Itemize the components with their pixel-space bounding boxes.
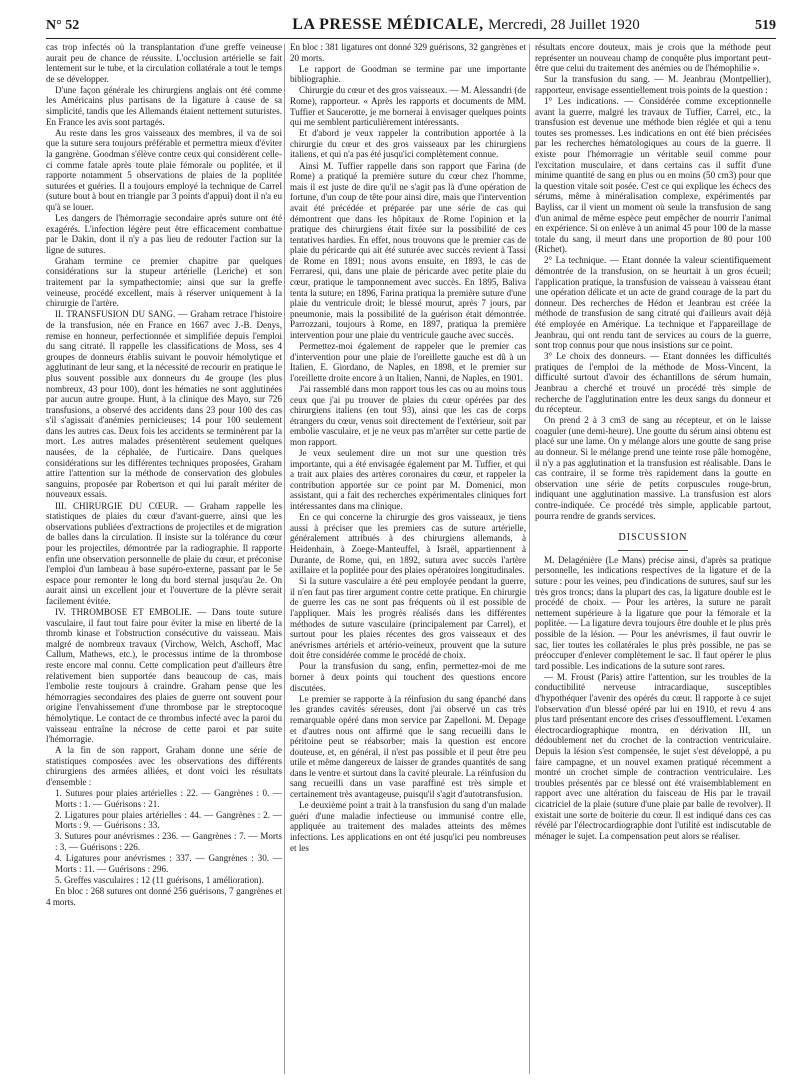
paragraph-thrombose: IV. THROMBOSE ET EMBOLIE. — Dans toute suture vasculaire, il faut tout faire pour éviter la mise en liberté de la thromb kinase et l'obstruction consécutive du vaisseau. Mais malgré de nombreux travaux (Virchow, Welch, Aschoff, Mac Callum, Mathews, etc.), le processus intime de la thrombose reste encore mal connu. Cette complication peut d'ailleurs être relativement bien supportée dans beaucoup de cas, mais l'embolie reste toujours à craindre. Graham pense que les hémorragies secondaires des plaies de guerre ont souvent pour origine l'envahissement d'une thrombose par le streptocoque hémolytique. Le contact de ce thrombus infecté avec la paroi du vaisseau entraîne la nécrose de cette paroi et par suite l'hémorragie.: [46, 606, 282, 745]
column-2: [290, 42, 526, 1076]
paragraph: Au reste dans les gros vaisseaux des membres, il va de soi que la suture sera toujours préférable et permettra mieux d'éviter la gangrène. Goodman s'élève contre ceux qui considèrent celle-ci comme fatale après toute plaie fémorale ou poplitée, et il rapporte notamment 5 observations de plaies de la poplitée suturées et guéries. Il a toujours employé la technique de Carrel (suture bout à bout en triangle par 3 points d'appui) dont il n'a eu qu'à se louer.: [46, 127, 282, 212]
paragraph-delageniere: M. Delagénière (Le Mans) précise ainsi, d'après sa pratique personnelle, les indications respectives de la ligature et de la suture : pour les veines, peu d'indications de sutures, sauf sur les très gros troncs; dans la plupart des cas, la ligature double est le procédé de choix. — Pour les artères, la suture ne paraît nettement supérieure à la ligature que pour la fémorale et la poplitée. — La ligature devra toujours être double et le plus près possible de la lésion. — Pour les anévrismes, il faut ouvrir le sac, lier toutes les collatérales le plus près possible, ne pas se préoccuper d'enlever complètement le sac. Il faut opérer le plus tard possible. Les indications de la suture sont rares.: [535, 554, 771, 671]
stat-item: 4. Ligatures pour anévrismes : 337. — Gangrènes : 30. — Morts : 11. — Guérisons : 296.: [55, 853, 282, 874]
paragraph: Pour la transfusion du sang, enfin, permettez-moi de me borner à deux points qui touchent des questions encore discutées.: [290, 661, 526, 693]
paragraph: Permettez-moi également de rappeler que le premier cas d'intervention pour une plaie de l'oreillette gauche est dû à un Italien, E. Giordano, de Naples, en 1898, et le premier sur l'oreillette droite encore à un Italien, Nanni, de Naples, en 1901.: [290, 341, 526, 383]
paragraph: Ainsi M. Tuffier rappelle dans son rapport que Farina (de Rome) a pratiqué la première suture du cœur chez l'homme, mais il est juste de dire qu'il ne s'agit pas là d'une opération de fortune, d'un coup de tête pour ainsi dire, mais que l'intervention avait été précédée et préparée par une série de cas qui démontrent que dans les hôpitaux de Rome l'opinion et la pratique des chirurgiens était fixée sur la possibilité de ces tentatives hardies. En effet, nous trouvons que le premier cas de plaie du péricarde qui ait été suturée avec succès revient à Tassi de Rome en 1891; nous avons ensuite, en 1893, le cas de Ferraresi, qui, dans une plaie de péricarde avec petite plaie du cœur, pratique le tamponnement avec succès. En 1895, Baliva tenta la suture; en 1896, Farina pratiqua la première suture d'une plaie du ventricule droit; le blessé mourut, après 7 jours, par pneumonie, mais la possibilité de la guérison était démontrée. Parrozzani, toujours à Rome, en 1897, pratiqua la première intervention pour une plaie du ventricule gauche avec succès.: [290, 160, 526, 341]
paragraph: J'ai rassemblé dans mon rapport tous les cas ou au moins tous ceux que j'ai pu trouver de plaies du cœur opérées par des chirurgiens italiens (en tout 93), ainsi que les cas de corps étrangers du cœur, venus soit directement de l'extérieur, soit par embolie vasculaire, et je ne veux pas m'arrêter sur cette partie de mon rapport.: [290, 384, 526, 447]
paragraph: D'une façon générale les chirurgiens anglais ont été comme les Américains plus partisans de la ligature à cause de sa simplicité, tandis que les Allemands étaient nettement suturistes. En France les avis sont partagés.: [46, 84, 282, 127]
paragraph: Si la suture vasculaire a été peu employée pendant la guerre, il n'en faut pas tirer argument contre cette pratique. En chirurgie de guerre les cas ne sont pas fréquents où il est possible de l'appliquer. Mais les progrès réalisés dans les différentes méthodes de suture vasculaire (principalement par Carrel), et surtout pour les plaies récentes des gros vaisseaux et des anévrismes artériels et artério-veineux, prouvent que la suture doit être considérée comme le procédé de choix.: [290, 576, 526, 661]
journal-name: LA PRESSE MÉDICALE,: [292, 16, 484, 33]
paragraph: A la fin de son rapport, Graham donne une série de statistiques composées avec les observations des différents chirurgiens des armées alliées, et dont voici les résultats d'ensemble :: [46, 745, 282, 787]
stat-item: 5. Greffes vasculaires : 12 (11 guérisons, 1 amélioration).: [55, 874, 264, 885]
column-1: [46, 42, 282, 1076]
paragraph-transfusion: II. TRANSFUSION DU SANG. — Graham retrace l'histoire de la transfusion, née en France en 1667 avec J.-B. Denys, remise en honneur, perfectionnée et simplifiée depuis l'emploi du sang citraté. Il rappelle les classifications de Moss, ses 4 groupes de donneurs établis suivant le pouvoir hémolytique et agglutinant de leur sang, et la nécessité de recourir en pratique le plus souvent possible aux donneurs du 4e groupe (les plus nombreux, 43 pour 100), dont les hématies ne sont agglutinées par aucun autre groupe. Hunt, à la clinique des Mayo, sur 726 transfusions, a observé des accidents dans 23 pour 100 des cas s'il s'agissait d'anémies pernicieuses; 14 pour 100 seulement dans les autres cas. Deux fois les accidents se terminèrent par la mort. Les autres malades présentèrent seulement quelques nausées, de la céphalée, de l'urticaire. Dans quelques considérations sur les différentes techniques proposées, Graham attire l'attention sur la méthode de conservation des globules sanguins, proposée par Robertson et qui lui paraît mériter de nouveaux essais.: [46, 309, 282, 500]
paragraph: Graham termine ce premier chapitre par quelques considérations sur la stupeur artérielle (Leriche) et son traitement par la sympathectomie; ainsi que sur la greffe veineuse, procédé excellent, mais à réserver uniquement à la chirurgie de l'artère.: [46, 255, 282, 309]
running-header: [46, 14, 776, 36]
header-rule: [46, 38, 776, 39]
paragraph: Les dangers de l'hémorragie secondaire après suture ont été exagérés. L'infection légère peut être efficacement combattue par le Dakin, dont il n'y a pas lieu de redouter l'action sur la ligne de sutures.: [46, 213, 282, 255]
paragraph: En ce qui concerne la chirurgie des gros vaisseaux, je tiens aussi à préciser que les premiers cas de suture artérielle, généralement attribués à des chirurgiens allemands, à Heidenhain, à Zoege-Manteuffel, à Israël, appartiennent à Durante, de Rome, qui, en 1892, sutura avec succès l'artère axillaire et la poplitée pour des plaies opératoires longitudinales.: [290, 512, 526, 576]
column-divider: [284, 44, 285, 1074]
paragraph: Je veux seulement dire un mot sur une question très importante, qui a été envisagée également par M. Tuffier, et qui a trait aux plaies des artères coronaires du cœur, et rappeler la contribution apportée sur ce point par M. Domenici, mon assistant, qui a fait des recherches expérimentales cliniques fort intéressantes dans ma clinique.: [290, 448, 526, 512]
paragraph: cas trop infectés où la transplantation d'une greffe veineuse aurait peu de chance de réussite. L'occlusion artérielle se fait lentement sur le tube, et la circulation collatérale a tout le temps de se développer.: [46, 42, 282, 84]
section-rule: [618, 550, 688, 551]
journal-title: [216, 16, 716, 34]
section-heading-discussion: DISCUSSION: [618, 532, 688, 544]
paragraph: En bloc : 381 ligatures ont donné 329 guérisons, 32 gangrènes et 20 morts.: [290, 42, 526, 63]
issue-date: Mercredi, 28 Juillet 1920: [488, 17, 640, 33]
column-divider: [529, 44, 530, 1074]
paragraph: 2° La technique. — Etant donnée la valeur scientifiquement démontrée de la transfusion, on se heurtait à un gros écueil; l'application pratique, la transfusion de vaisseau à vaisseau étant une opération délicate et un acte de grand courage de la part du donneur. Des recherches de Hédon et Jeanbrau est créée la méthode de transfusion de sang citraté qui d'ailleurs avait déjà été employée en Amérique. La technique et l'appareillage de Jeanbrau, qui ont rendu tant de services au cours de la guerre, sont trop connus pour que nous insistions sur ce point.: [535, 255, 771, 351]
paragraph-jeanbrau: Sur la transfusion du sang. — M. Jeanbrau (Montpellier), rapporteur, envisage essentiellement trois points de la question :: [535, 74, 771, 95]
page-number: 519: [755, 18, 776, 33]
issue-number: N° 52: [46, 18, 80, 33]
paragraph: En bloc : 268 sutures ont donné 256 guérisons, 7 gangrènes et 4 morts.: [46, 885, 282, 907]
paragraph: 1° Les indications. — Considérée comme exceptionnelle avant la guerre, malgré les travaux de Tuffier, Carrel, etc., la transfusion est devenue une méthode bien réglée et qui a tenu toutes ses promesses. Les indications en ont été bien précisées par les recherches hématologiques au cours de la guerre. Il existe pour l'hémorragie un véritable seuil comme pour l'excitation musculaire, et dans certains cas il suffit d'une minime quantité de sang en plus ou en moins (50 cm3) pour que la question vitale soit posée. C'est ce qui explique les échecs des sérums, même à minéralisation complexe, expérimentés par Bayliss, car il vient un moment où seule la transfusion de sang d'un animal de même espèce peut empêcher de nourrir l'animal en expérience. Si on enlève à un animal 45 pour 100 de la masse totale du sang, il meurt dans une proportion de 80 pour 100 (Richet).: [535, 95, 771, 255]
paragraph-froust: — M. Froust (Paris) attire l'attention, sur les troubles de la conductibilité nerveuse intracardiaque, susceptibles d'hypothéquer l'avenir des opérés du cœur. Il rapporte à ce sujet l'observation d'un blessé opéré par lui en 1910, et revu 4 ans plus tard présentant encore des crises d'essoufflement. L'examen électrocardiographique montra, en dérivation III, un dédoublement net du crochet de la contraction ventriculaire. Depuis la lésion s'est compensée, le sujet s'est développé, a pu faire campagne, et un nouvel examen pratiqué récemment a montré un crochet simple de contraction ventriculaire. Les troubles présentés par ce blessé ont été vraisemblablement en rapport avec une altération du faisceau de His par le travail cicatriciel de la plaie (suture d'une plaie par balle de revolver). Il existait une sorte de boiterie du cœur. Il est indiqué dans ces cas révélé par l'électrocardiographie dont l'utilité est indiscutable de ménager le sujet. La compensation peut alors se réaliser.: [535, 671, 771, 841]
paragraph-chirurgie-coeur: III. CHIRURGIE DU CŒUR. — Graham rappelle les statistiques de plaies du cœur d'avant-guerre, ainsi que les observations publiées d'extractions de projectiles et de migration de balles dans la circulation. Il insiste sur la tolérance du cœur pour les projectiles, démontrée par la radiographie. Il rapporte enfin une observation personnelle de plaie du cœur, et préconise l'emploi d'un lambeau à base supéro-externe, passant par le 5e espace pour remonter le long du bord sternal jusqu'au 2e. On aurait ainsi un excellent jour et l'ouverture de la plèvre serait facilement évitée.: [46, 500, 282, 606]
paragraph-alessandri: Chirurgie du cœur et des gros vaisseaux. — M. Alessandri (de Rome), rapporteur. « Après les rapports et documents de MM. Tuffier et Saucerotte, je me bornerai à envisager quelques points qui me semblent particulièrement intéressants.: [290, 85, 526, 128]
stat-item: 2. Ligatures pour plaies artérielles : 44. — Gangrènes : 2. — Morts : 9. — Guérisons : 33.: [55, 809, 282, 831]
paragraph: Le deuxième point a trait à la transfusion du sang d'un malade guéri d'une maladie infectieuse ou immunisé contre elle, appliquée au traitement des malades atteints des mêmes infections. Les applications en ont été jusqu'ici peu nombreuses et les: [290, 800, 526, 853]
paragraph: Et d'abord je veux rappeler la contribution apportée à la chirurgie du cœur et des gros vaisseaux par les chirurgiens italiens, et qui n'a pas été jusqu'ici complètement connue.: [290, 128, 526, 160]
paragraph: Le rapport de Goodman se termine par une importante bibliographie.: [290, 63, 526, 85]
stat-item: 1. Sutures pour plaies artérielles : 22. — Gangrènes : 0. — Morts : 1. — Guérisons : 21.: [55, 788, 282, 809]
column-3: [535, 42, 771, 1076]
stat-item: 3. Sutures pour anévrismes : 236. — Gangrènes : 7. — Morts : 3. — Guérisons : 226.: [55, 831, 282, 853]
paragraph: Le premier se rapporte à la réinfusion du sang épanché dans les grandes cavités séreuses, dont j'ai observé un cas très remarquable opéré dans mon service par Zapelloni. M. Depage et d'autres nous ont affirmé que le sang recueilli dans le péritoine peut se réabsorber; mais la question est encore douteuse, et, en général, il n'est pas possible et il peut être peu utile et même dangereux de laisser de grandes quantités de sang dans le ventre et surtout dans la cavité pleurale. La réinfusion du sang recueilli dans un vase paraffiné est très simple et certainement très avantageuse, puisqu'il s'agit d'autotransfusion.: [290, 693, 526, 800]
paragraph: 3° Le choix des donneurs. — Etant données les difficultés pratiques de l'emploi de la méthode de Moss-Vincent, la difficulté surtout d'avoir des échantillons de sérum humain, Jeanbrau a cherché et trouvé un procédé très simple de recherche de l'agglutination entre les deux sangs du donneur et du récepteur.: [535, 351, 771, 415]
paragraph: résultats encore douteux, mais je crois que la méthode peut représenter un nouveau champ de conquête plus important peut-être que celui du traitement des anémies ou de l'hémophilie ».: [535, 42, 771, 74]
paragraph: On prend 2 à 3 cm3 de sang au récepteur, et on le laisse coaguler (une demi-heure). Une goutte du sérum ainsi obtenu est placé sur une lame. On y mélange alors une goutte de sang prise au donneur. Si le mélange prend une teinte rose pâle homogène, il n'y a pas agglutination et la transfusion est réalisable. Dans le cas contraire, il se forme très rapidement dans la goutte en observation une série de petits corpuscules rouge-brun, indiquant une agglutination massive. La transfusion est alors contre-indiquée. Ce procédé très simple, applicable partout, pourra rendre de grands services.: [535, 415, 771, 521]
